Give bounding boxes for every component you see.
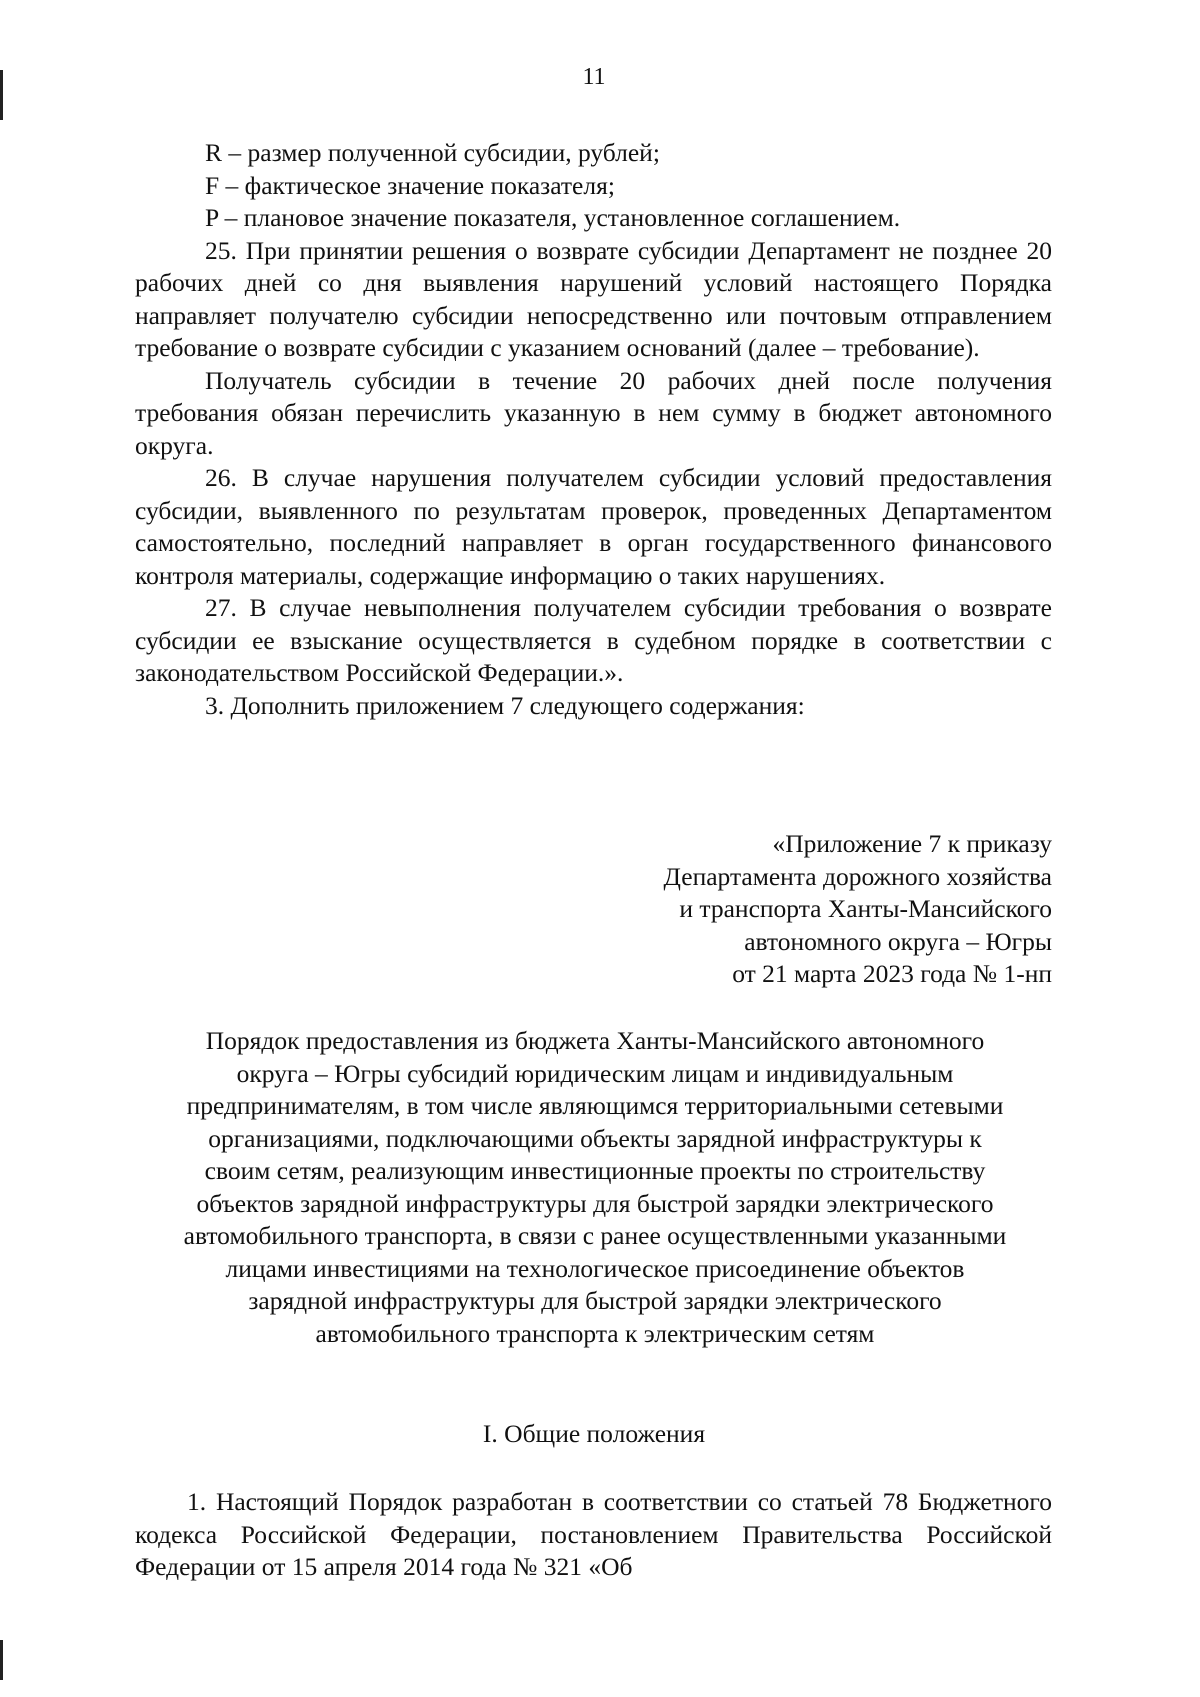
appendix-line: и транспорта Ханты-Мансийского [679,894,1052,923]
paragraph: Получатель субсидии в течение 20 рабочих дней после получения требования обязан перечислить указанную в нем сумму в бюджет автономного округа. [135,365,1052,460]
scan-margin-mark [0,1640,3,1680]
paragraph: 3. Дополнить приложением 7 следующего содержания: [205,690,805,720]
paragraph: 26. В случае нарушения получателем субсидии условий предоставления субсидии, выявленного по результатам проверок, проведенных Департаментом самостоятельно, последний направляет в орган государственного финансового контроля материалы, содержащие информацию о таких нарушениях. [135,463,1052,590]
document-title [120,1025,1070,1350]
title-line: объектов зарядной инфраструктуры для быстрой зарядки электрического [196,1188,994,1218]
paragraph: R – размер полученной субсидии, рублей; [205,138,660,167]
paragraph: F – фактическое значение показателя; [205,170,615,200]
appendix-reference [560,828,1052,991]
appendix-line: Департамента дорожного хозяйства [663,861,1052,891]
title-line: зарядной инфраструктуры для быстрой зарядки электрического [248,1286,942,1315]
paragraph: P – плановое значение показателя, установленное соглашением. [205,203,901,232]
title-line: Порядок предоставления из бюджета Ханты-Мансийского автономного [205,1026,985,1055]
paragraph: 25. При принятии решения о возврате субсидии Департамент не позднее 20 рабочих дней со дня выявления нарушений условий настоящего Порядка направляет получателю субсидии непосредственно или почтовым отправлением требование о возврате субсидии с указанием оснований (далее – требование). [135,235,1052,362]
page-number: 11 [582,64,606,90]
title-line: предпринимателям, в том числе являющимся территориальными сетевыми [186,1091,1004,1120]
title-line: организациями, подключающими объекты зарядной инфраструктуры к [208,1123,982,1153]
title-line: автомобильного транспорта к электрическим сетям [315,1318,875,1348]
section-body [135,1486,1052,1584]
paragraph: 27. В случае невыполнения получателем субсидии требования о возврате субсидии ее взыскание осуществляется в судебном порядке в соответствии с законодательством Российской Федерации.». [135,593,1052,687]
paragraph: 1. Настоящий Порядок разработан в соответствии со статьей 78 Бюджетного кодекса Российской Федерации, постановлением Правительства Российской Федерации от 15 апреля 2014 года № 321 «Об [135,1487,1052,1581]
title-line: лицами инвестициями на технологическое присоединение объектов [225,1253,965,1283]
title-line: округа – Югры субсидий юридическим лицам и индивидуальным [236,1058,954,1088]
appendix-line: «Приложение 7 к приказу [772,829,1052,858]
body-text [135,137,1052,722]
section-heading: I. Общие положения [482,1419,706,1448]
title-line: своим сетям, реализующим инвестиционные проекты по строительству [204,1156,986,1185]
appendix-line: от 21 марта 2023 года № 1-нп [732,959,1052,988]
title-line: автомобильного транспорта, в связи с ранее осуществленными указанными [183,1221,1007,1250]
appendix-line: автономного округа – Югры [744,926,1052,956]
